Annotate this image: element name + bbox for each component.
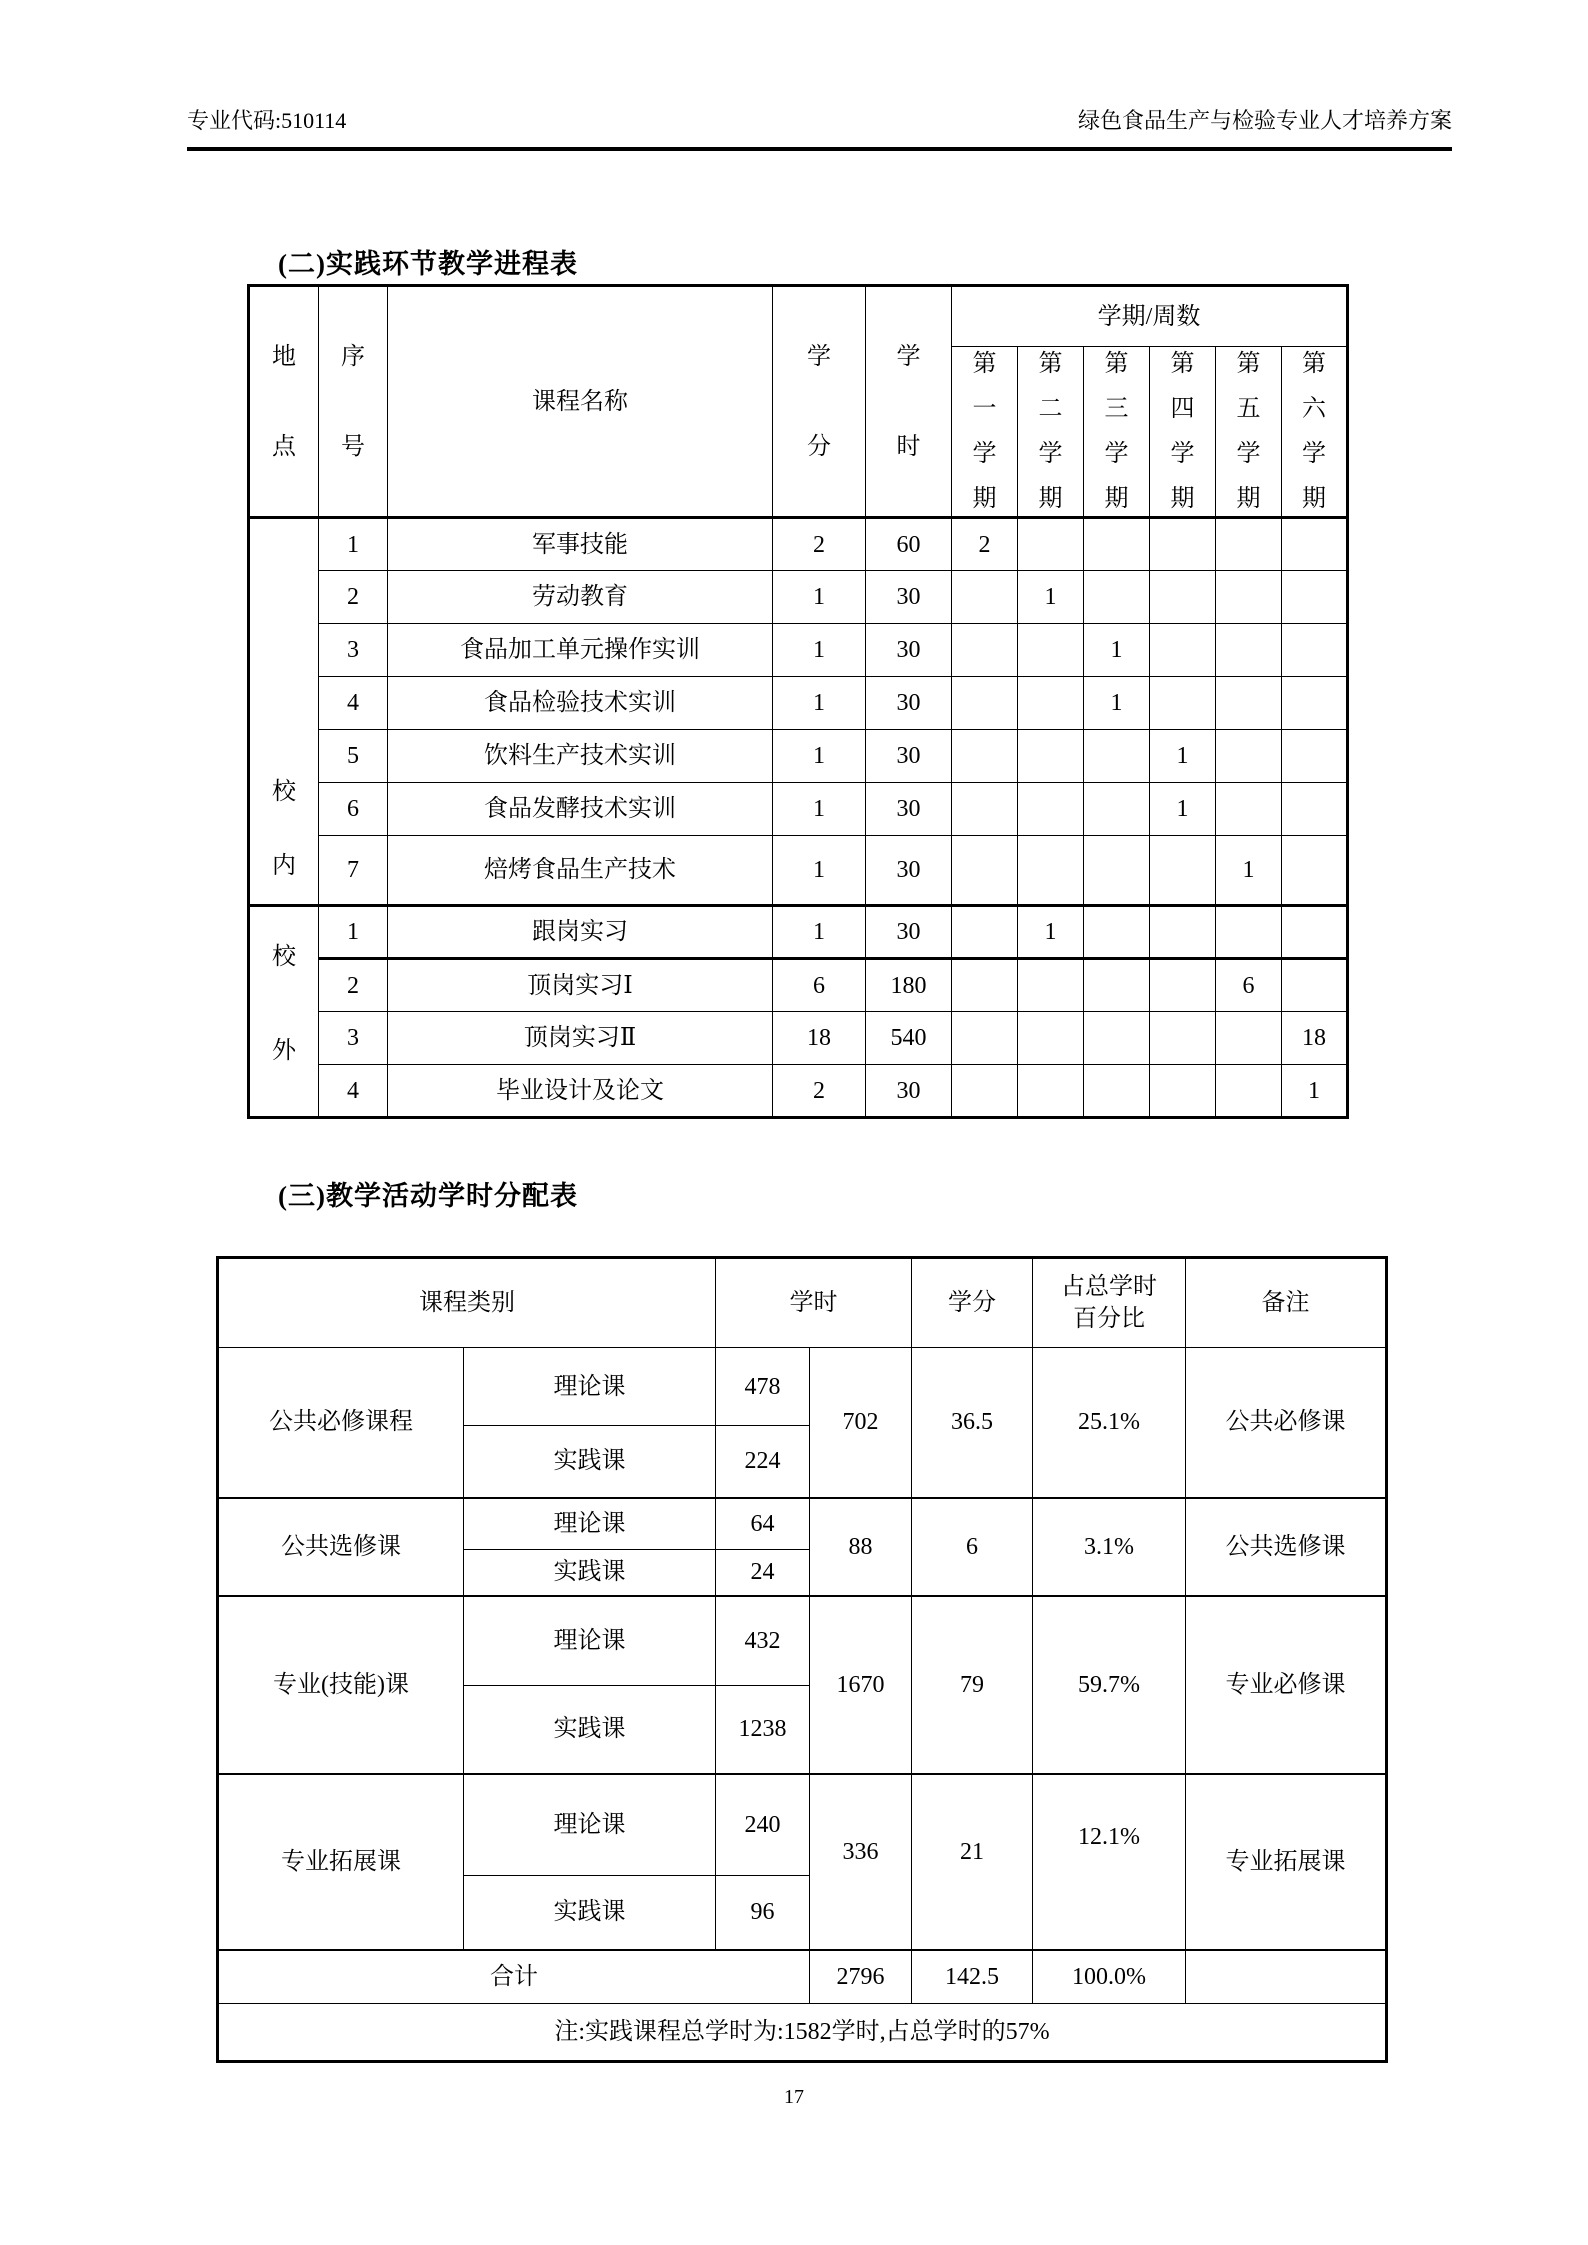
percent-cell: 59.7% xyxy=(1033,1596,1186,1774)
semester5-header-cell: 第 五 学 期 xyxy=(1216,347,1282,518)
semester2-header-cell: 第 二 学 期 xyxy=(1018,347,1084,518)
table-row xyxy=(249,571,1348,624)
sem-cell xyxy=(1084,518,1150,571)
sem-cell xyxy=(952,1012,1018,1065)
table-row xyxy=(249,624,1348,677)
category-cell: 专业(技能)课 xyxy=(218,1596,464,1774)
type-cell: 实践课 xyxy=(464,1550,716,1596)
sem-cell xyxy=(1084,783,1150,836)
type-cell: 理论课 xyxy=(464,1348,716,1426)
sem-cell xyxy=(1282,959,1348,1012)
course-cell: 毕业设计及论文 xyxy=(388,1065,773,1118)
credits-cell: 1 xyxy=(773,836,866,906)
sem-cell xyxy=(1084,730,1150,783)
sem-cell xyxy=(1282,571,1348,624)
table-row xyxy=(249,1012,1348,1065)
hour-allocation-table-wrap xyxy=(216,1256,1388,2063)
sem-cell xyxy=(1150,518,1216,571)
sem-cell xyxy=(1216,518,1282,571)
sem-cell: 1 xyxy=(1282,1065,1348,1118)
practice-schedule-table-wrap xyxy=(247,284,1349,1119)
credits-cell: 79 xyxy=(912,1596,1033,1774)
course-cell: 焙烤食品生产技术 xyxy=(388,836,773,906)
practice-schedule-table xyxy=(247,284,1349,1119)
type-cell: 实践课 xyxy=(464,1686,716,1774)
sem-cell xyxy=(952,783,1018,836)
hours-cell: 30 xyxy=(866,571,952,624)
section2-title: (二)实践环节教学进程表 xyxy=(278,249,578,279)
seq-cell: 1 xyxy=(319,518,388,571)
sem-cell xyxy=(952,730,1018,783)
total-row xyxy=(218,1950,1387,2004)
sem-cell xyxy=(1216,730,1282,783)
header-left-code: 专业代码:510114 xyxy=(187,108,347,133)
seq-cell: 5 xyxy=(319,730,388,783)
note-cell: 公共必修课 xyxy=(1186,1348,1387,1498)
credits-cell: 18 xyxy=(773,1012,866,1065)
sem-cell: 1 xyxy=(1150,730,1216,783)
sem-cell xyxy=(1018,730,1084,783)
sem-cell xyxy=(952,571,1018,624)
hours-cell: 180 xyxy=(866,959,952,1012)
sem-cell xyxy=(1150,1012,1216,1065)
sem-cell xyxy=(1084,1012,1150,1065)
subhours-cell: 64 xyxy=(716,1498,810,1550)
total-hours-cell: 336 xyxy=(810,1774,912,1950)
sem-cell xyxy=(1150,571,1216,624)
course-cell: 食品发酵技术实训 xyxy=(388,783,773,836)
semester3-header-cell: 第 三 学 期 xyxy=(1084,347,1150,518)
sem-cell: 1 xyxy=(1150,783,1216,836)
sem-cell xyxy=(1216,1065,1282,1118)
subhours-cell: 432 xyxy=(716,1596,810,1686)
subhours-cell: 240 xyxy=(716,1774,810,1876)
course-cell: 军事技能 xyxy=(388,518,773,571)
sem-cell xyxy=(1084,959,1150,1012)
seq-cell: 1 xyxy=(319,906,388,959)
sem-cell xyxy=(1150,1065,1216,1118)
credits-header-cell: 学分 xyxy=(912,1258,1033,1348)
credits-cell: 21 xyxy=(912,1774,1033,1950)
campus-out-cell: 校 外 xyxy=(249,906,319,1118)
sem-cell xyxy=(1282,677,1348,730)
credits-cell: 6 xyxy=(912,1498,1033,1596)
seq-cell: 2 xyxy=(319,959,388,1012)
credits-cell: 1 xyxy=(773,624,866,677)
section3-title: (三)教学活动学时分配表 xyxy=(278,1181,578,1211)
sem-cell xyxy=(1018,677,1084,730)
table2-header-row xyxy=(218,1258,1387,1348)
note-cell: 专业拓展课 xyxy=(1186,1774,1387,1950)
percent-cell: 100.0% xyxy=(1033,1950,1186,2004)
sem-cell xyxy=(952,836,1018,906)
seq-cell: 6 xyxy=(319,783,388,836)
seq-cell: 2 xyxy=(319,571,388,624)
sem-cell xyxy=(1150,906,1216,959)
type-cell: 实践课 xyxy=(464,1426,716,1498)
header-right-title: 绿色食品生产与检验专业人才培养方案 xyxy=(1077,108,1452,133)
sem-cell: 1 xyxy=(1018,571,1084,624)
course-cell: 跟岗实习 xyxy=(388,906,773,959)
course-cell: 顶岗实习Ⅱ xyxy=(388,1012,773,1065)
subhours-cell: 1238 xyxy=(716,1686,810,1774)
hour-allocation-table xyxy=(216,1256,1388,2063)
note-cell: 专业必修课 xyxy=(1186,1596,1387,1774)
sem-cell: 1 xyxy=(1084,624,1150,677)
semester-group-header-cell: 学期/周数 xyxy=(952,286,1348,347)
sem-cell xyxy=(1018,624,1084,677)
sem-cell xyxy=(1282,730,1348,783)
header-rule xyxy=(187,147,1452,151)
hours-cell: 540 xyxy=(866,1012,952,1065)
campus-in-cell: 校 内 xyxy=(249,518,319,906)
category-cell: 公共选修课 xyxy=(218,1498,464,1596)
hours-cell: 30 xyxy=(866,624,952,677)
sem-cell xyxy=(1018,836,1084,906)
hours-header-cell: 学时 xyxy=(716,1258,912,1348)
semester6-header-cell: 第 六 学 期 xyxy=(1282,347,1348,518)
sem-cell xyxy=(1018,1065,1084,1118)
table-row xyxy=(218,1596,1387,1686)
credits-cell: 6 xyxy=(773,959,866,1012)
category-cell: 公共必修课程 xyxy=(218,1348,464,1498)
footnote-row xyxy=(218,2004,1387,2062)
credits-cell: 2 xyxy=(773,518,866,571)
course-header-cell: 课程名称 xyxy=(388,286,773,518)
seq-cell: 4 xyxy=(319,1065,388,1118)
credits-cell: 1 xyxy=(773,677,866,730)
course-cell: 食品检验技术实训 xyxy=(388,677,773,730)
type-cell: 实践课 xyxy=(464,1876,716,1950)
sem-cell: 1 xyxy=(1084,677,1150,730)
credits-cell: 36.5 xyxy=(912,1348,1033,1498)
sem-cell xyxy=(952,906,1018,959)
hours-cell: 60 xyxy=(866,518,952,571)
seq-cell: 7 xyxy=(319,836,388,906)
percent-header-cell: 占总学时 百分比 xyxy=(1033,1258,1186,1348)
category-cell: 专业拓展课 xyxy=(218,1774,464,1950)
hours-cell: 30 xyxy=(866,677,952,730)
semester1-header-cell: 第 一 学 期 xyxy=(952,347,1018,518)
credits-cell: 142.5 xyxy=(912,1950,1033,2004)
sem-cell xyxy=(1150,624,1216,677)
page-header xyxy=(187,104,1452,135)
sem-cell: 18 xyxy=(1282,1012,1348,1065)
note-header-cell: 备注 xyxy=(1186,1258,1387,1348)
table-row xyxy=(218,1348,1387,1426)
sem-cell xyxy=(1282,836,1348,906)
sem-cell xyxy=(1018,959,1084,1012)
hours-header-cell: 学 时 xyxy=(866,286,952,518)
sem-cell xyxy=(1150,959,1216,1012)
total-label-cell: 合计 xyxy=(218,1950,810,2004)
sem-cell xyxy=(1216,677,1282,730)
sem-cell xyxy=(1216,783,1282,836)
sem-cell xyxy=(952,959,1018,1012)
sem-cell xyxy=(1018,1012,1084,1065)
seq-cell: 4 xyxy=(319,677,388,730)
sem-cell xyxy=(1216,1012,1282,1065)
semester4-header-cell: 第 四 学 期 xyxy=(1150,347,1216,518)
total-hours-cell: 1670 xyxy=(810,1596,912,1774)
table-row xyxy=(249,730,1348,783)
table1-header-row-1 xyxy=(249,286,1348,347)
subhours-cell: 96 xyxy=(716,1876,810,1950)
hours-cell: 30 xyxy=(866,906,952,959)
sem-cell: 1 xyxy=(1216,836,1282,906)
sem-cell xyxy=(1084,836,1150,906)
seq-header-cell: 序 号 xyxy=(319,286,388,518)
sem-cell xyxy=(952,1065,1018,1118)
sem-cell xyxy=(1282,624,1348,677)
course-cell: 劳动教育 xyxy=(388,571,773,624)
location-header-cell: 地 点 xyxy=(249,286,319,518)
type-cell: 理论课 xyxy=(464,1596,716,1686)
empty-note-cell xyxy=(1186,1950,1387,2004)
sem-cell xyxy=(1216,571,1282,624)
page-number: 17 xyxy=(784,2086,804,2108)
sem-cell xyxy=(1018,518,1084,571)
table-row xyxy=(249,518,1348,571)
hours-cell: 30 xyxy=(866,783,952,836)
sem-cell: 2 xyxy=(952,518,1018,571)
table-row xyxy=(249,836,1348,906)
table-row xyxy=(249,959,1348,1012)
credits-cell: 1 xyxy=(773,730,866,783)
sem-cell xyxy=(1282,906,1348,959)
total-hours-cell: 88 xyxy=(810,1498,912,1596)
hours-cell: 30 xyxy=(866,730,952,783)
credits-cell: 1 xyxy=(773,571,866,624)
sem-cell xyxy=(1150,677,1216,730)
course-cell: 饮料生产技术实训 xyxy=(388,730,773,783)
sem-cell xyxy=(1216,624,1282,677)
credits-header-cell: 学 分 xyxy=(773,286,866,518)
table-row xyxy=(249,783,1348,836)
sem-cell xyxy=(1018,783,1084,836)
type-cell: 理论课 xyxy=(464,1498,716,1550)
type-cell: 理论课 xyxy=(464,1774,716,1876)
seq-cell: 3 xyxy=(319,1012,388,1065)
sem-cell xyxy=(1282,783,1348,836)
sem-cell xyxy=(1084,1065,1150,1118)
sem-cell xyxy=(1216,906,1282,959)
footnote-cell: 注:实践课程总学时为:1582学时,占总学时的57% xyxy=(218,2004,1387,2062)
percent-cell: 25.1% xyxy=(1033,1348,1186,1498)
credits-cell: 1 xyxy=(773,906,866,959)
table-row xyxy=(218,1774,1387,1876)
category-header-cell: 课程类别 xyxy=(218,1258,716,1348)
table-row xyxy=(249,677,1348,730)
total-hours-cell: 2796 xyxy=(810,1950,912,2004)
table-row xyxy=(249,1065,1348,1118)
table-row xyxy=(218,1498,1387,1550)
hours-cell: 30 xyxy=(866,836,952,906)
subhours-cell: 478 xyxy=(716,1348,810,1426)
percent-cell: 12.1% xyxy=(1033,1774,1186,1950)
subhours-cell: 24 xyxy=(716,1550,810,1596)
sem-cell xyxy=(1282,518,1348,571)
sem-cell xyxy=(1084,571,1150,624)
total-hours-cell: 702 xyxy=(810,1348,912,1498)
seq-cell: 3 xyxy=(319,624,388,677)
course-cell: 食品加工单元操作实训 xyxy=(388,624,773,677)
sem-cell xyxy=(1084,906,1150,959)
credits-cell: 2 xyxy=(773,1065,866,1118)
sem-cell: 1 xyxy=(1018,906,1084,959)
course-cell: 顶岗实习Ⅰ xyxy=(388,959,773,1012)
sem-cell: 6 xyxy=(1216,959,1282,1012)
note-cell: 公共选修课 xyxy=(1186,1498,1387,1596)
hours-cell: 30 xyxy=(866,1065,952,1118)
table-row xyxy=(249,906,1348,959)
credits-cell: 1 xyxy=(773,783,866,836)
sem-cell xyxy=(952,624,1018,677)
subhours-cell: 224 xyxy=(716,1426,810,1498)
sem-cell xyxy=(1150,836,1216,906)
percent-cell: 3.1% xyxy=(1033,1498,1186,1596)
sem-cell xyxy=(952,677,1018,730)
